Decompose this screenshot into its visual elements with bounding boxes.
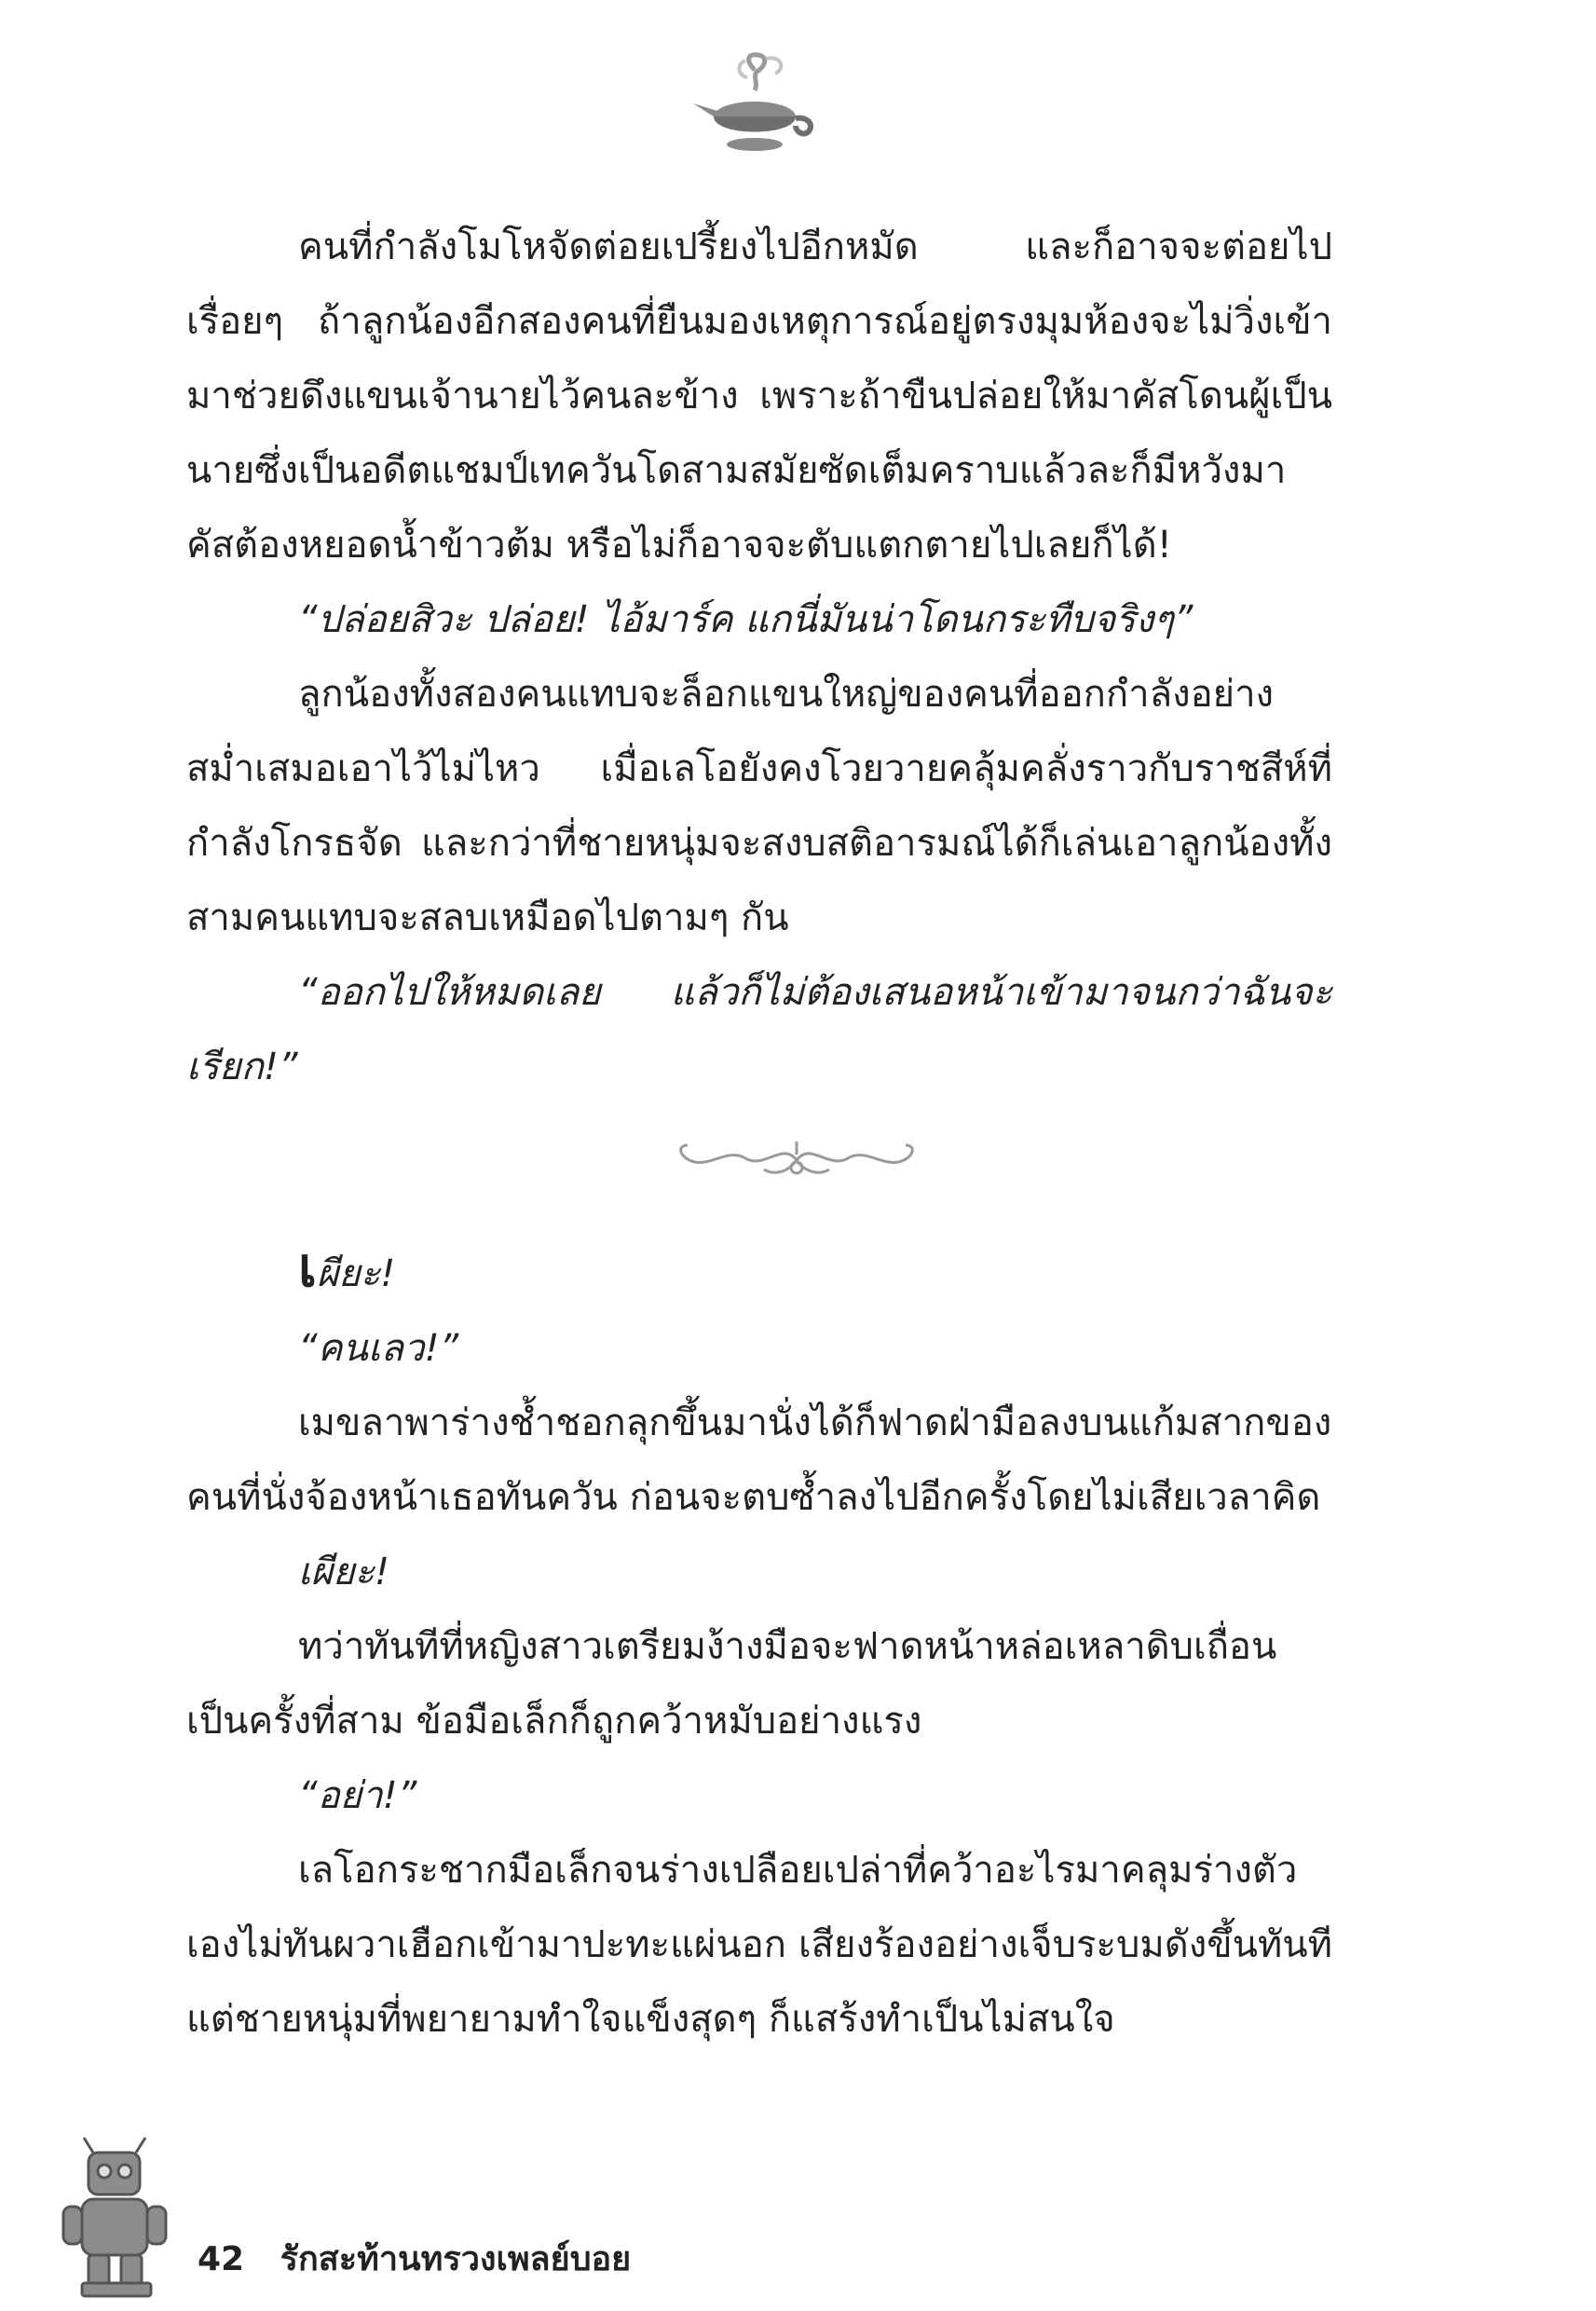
dropcap-letter: เ xyxy=(298,1236,317,1299)
dropcap-rest: ผียะ! xyxy=(316,1252,396,1295)
paragraph: ทว่าทันทีที่หญิงสาวเตรียมง้างมือจะฟาดหน้าหล่อเหลาดิบเถื่อนเป็นครั้งที่สาม ข้อมือเล็กก็ถูกคว้าหมับอย่างแรง xyxy=(186,1625,1277,1743)
genie-lamp-icon xyxy=(689,51,820,163)
dropcap-paragraph xyxy=(186,1230,1332,1311)
paragraph: เลโอกระชากมือเล็กจนร่างเปลือยเปล่าที่คว้าอะไรมาคลุมร่างตัวเองไม่ทันผวาเฮือกเข้ามาปะทะแผ่นอก เสียงร้องอย่างเจ็บระบมดังขึ้นทันที แต่ชายหนุ่มที่พยายามทำใจแข็งสุดๆ ก็แสร้งทำเป็นไม่สนใจ xyxy=(186,1849,1332,2041)
robot-icon xyxy=(56,2134,177,2302)
page-footer xyxy=(198,2232,631,2285)
body-text-top xyxy=(186,210,1332,1104)
dialog-line: “คนเลว!” xyxy=(298,1327,459,1370)
dialog-line: “ปล่อยสิวะ ปล่อย! ไอ้มาร์ค แกนี่มันน่าโดนกระทืบจริงๆ” xyxy=(298,598,1194,641)
body-text-bottom xyxy=(186,1230,1332,2057)
page-number: 42 xyxy=(198,2240,245,2278)
paragraph: เมขลาพาร่างช้ำชอกลุกขึ้นมานั่งได้ก็ฟาดฝ่ามือลงบนแก้มสากของคนที่นั่งจ้องหน้าเธอทันควัน ก่อนจะตบซ้ำลงไปอีกครั้งโดยไม่เสียเวลาคิด xyxy=(186,1402,1332,1519)
paragraph: คนที่กำลังโมโหจัดต่อยเปรี้ยงไปอีกหมัด และก็อาจจะต่อยไปเรื่อยๆ ถ้าลูกน้องอีกสองคนที่ยืนมองเหตุการณ์อยู่ตรงมุมห้องจะไม่วิ่งเข้ามาช่วยดึงแขนเจ้านายไว้คนละข้าง เพราะถ้าขืนปล่อยให้มาคัสโดนผู้เป็นนายซึ่งเป็นอดีตแชมป์เทควันโดสามสมัยซัดเต็มคราบแล้วละก็มีหวังมาคัสต้องหยอดน้ำข้าวต้ม หรือไม่ก็อาจจะตับแตกตายไปเลยก็ได้! xyxy=(186,226,1332,567)
ornamental-divider-icon xyxy=(671,1132,922,1188)
dialog-line: “ออกไปให้หมดเลย แล้วก็ไม่ต้องเสนอหน้าเข้ามาจนกว่าฉันจะเรียก!” xyxy=(186,971,1332,1088)
paragraph: ลูกน้องทั้งสองคนแทบจะล็อกแขนใหญ่ของคนที่ออกกำลังอย่างสม่ำเสมอเอาไว้ไม่ไหว เมื่อเลโอยังคงโวยวายคลุ้มคลั่งราวกับราชสีห์ที่กำลังโกรธจัด และกว่าที่ชายหนุ่มจะสงบสติอารมณ์ได้ก็เล่นเอาลูกน้องทั้งสามคนแทบจะสลบเหมือดไปตามๆ กัน xyxy=(186,673,1332,939)
dialog-line: “อย่า!” xyxy=(298,1774,417,1817)
book-title: รักสะท้านทรวงเพลย์บอย xyxy=(280,2240,632,2278)
dialog-line: เผียะ! xyxy=(298,1551,390,1593)
